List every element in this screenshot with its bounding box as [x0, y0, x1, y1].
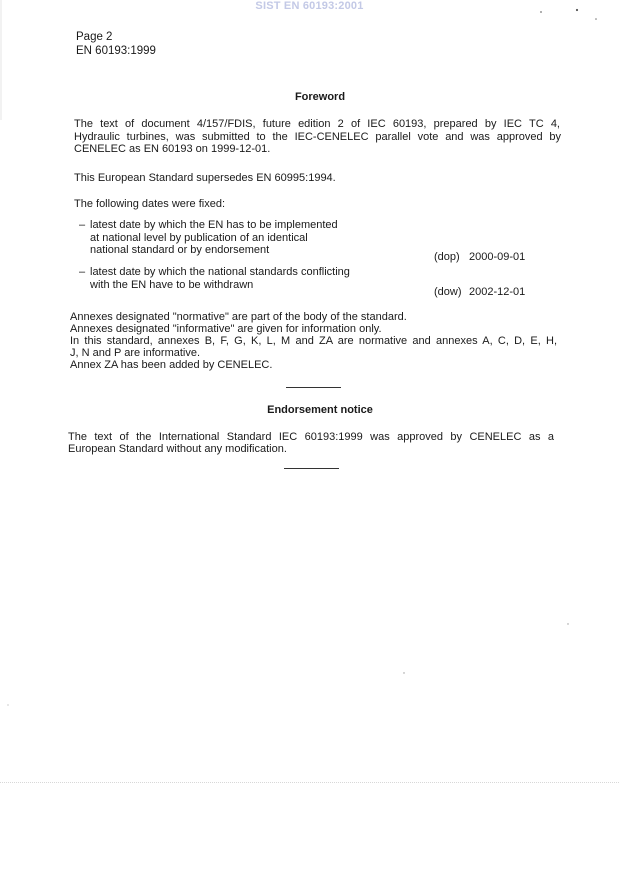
date-value-dow: 2002-12-01 — [469, 286, 526, 298]
endorsement-title: Endorsement notice — [267, 404, 373, 416]
watermark: SIST EN 60193:2001 — [255, 0, 364, 12]
date-code-dop: (dop) — [434, 251, 460, 263]
annex-line-2: Annexes designated "informative" are given for information only. — [70, 323, 382, 335]
annex-line-4: J, N and P are informative. — [70, 347, 201, 359]
date-value-dop: 2000-09-01 — [469, 251, 526, 263]
list-bullet: – — [79, 266, 86, 278]
date-item-text-line: latest date by which the national standards conflicting — [90, 266, 350, 278]
page-number: Page 2 — [76, 31, 113, 43]
foreword-paragraph-1-line-3: CENELEC as EN 60193 on 1999-12-01. — [74, 143, 271, 155]
date-item-text-line: latest date by which the EN has to be implemented — [90, 219, 338, 231]
date-item-text-line: with the EN have to be withdrawn — [90, 278, 254, 291]
foreword-paragraph-1-line-2: Hydraulic turbines, was submitted to the IEC-CENELEC parallel vote and was approved by — [74, 130, 561, 143]
list-bullet: – — [79, 219, 86, 231]
annex-line-3: In this standard, annexes B, F, G, K, L, M and ZA are normative and annexes A, C, D, E, H, — [70, 335, 557, 347]
foreword-title: Foreword — [294, 91, 346, 103]
endorsement-line-1: The text of the International Standard IEC 60193:1999 was approved by CENELEC as a — [68, 431, 554, 443]
standard-number: EN 60193:1999 — [76, 45, 156, 57]
foreword-paragraph-1-line-1: The text of document 4/157/FDIS, future edition 2 of IEC 60193, prepared by IEC TC 4, — [74, 118, 560, 130]
annex-line-1: Annexes designated "normative" are part of the body of the standard. — [70, 311, 407, 323]
annex-line-5: Annex ZA has been added by CENELEC. — [70, 359, 273, 371]
foreword-paragraph-2: This European Standard supersedes EN 60995:1994. — [74, 172, 336, 184]
date-item-text-line: at national level by publication of an identical — [90, 231, 308, 244]
scan-line — [0, 782, 619, 783]
dates-intro: The following dates were fixed: — [74, 198, 226, 210]
date-item-text-line: national standard or by endorsement — [90, 244, 270, 256]
endorsement-line-2: European Standard without any modification. — [68, 443, 287, 455]
date-code-dow: (dow) — [434, 286, 462, 298]
